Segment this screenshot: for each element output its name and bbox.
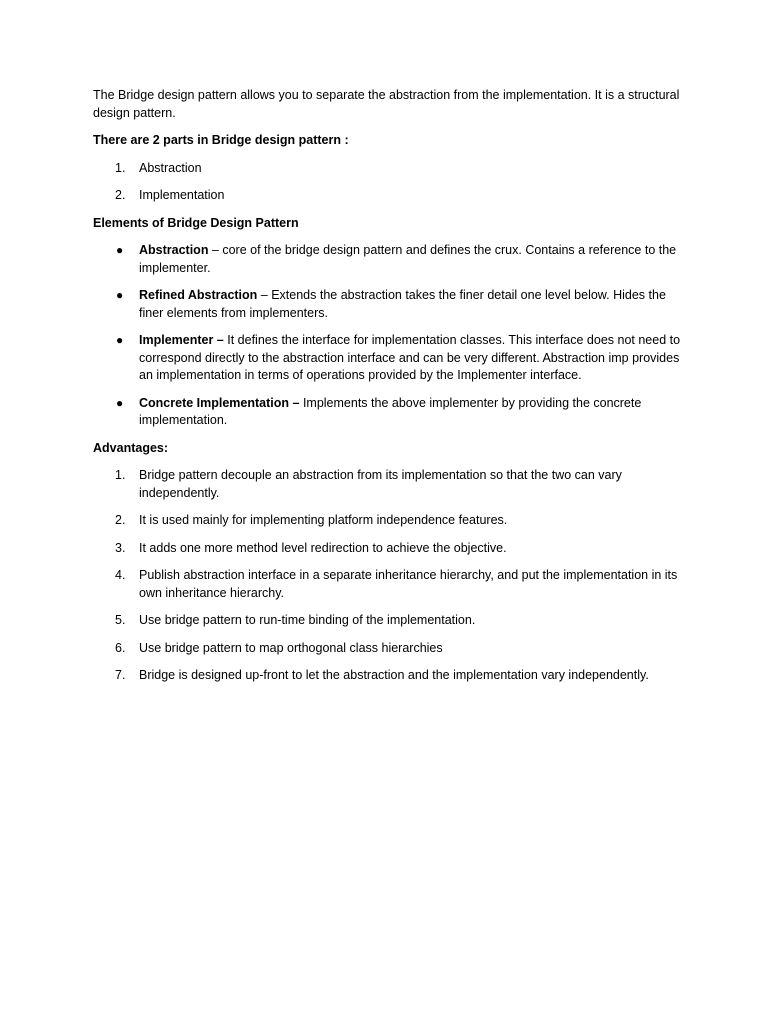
- list-item: [93, 667, 683, 685]
- list-number: 2.: [115, 513, 126, 527]
- list-item: [93, 540, 683, 558]
- bullet-icon: ●: [116, 243, 124, 257]
- list-number: 6.: [115, 640, 126, 655]
- element-description: Extends the abstraction takes the finer detail one level below. Hides the finer elements from implementers.: [139, 288, 666, 320]
- intro-paragraph: The Bridge design pattern allows you to separate the abstraction from the implementation. It is a structural design pattern.: [93, 88, 680, 120]
- document-page: [93, 87, 683, 695]
- list-number: 7.: [115, 668, 126, 682]
- list-number: 3.: [115, 540, 126, 555]
- list-item: [93, 467, 683, 502]
- bullet-icon: ●: [116, 333, 124, 347]
- list-item-text: It adds one more method level redirection to achieve the objective.: [139, 540, 507, 555]
- list-item: [93, 242, 683, 277]
- list-item: [93, 160, 683, 178]
- element-description: core of the bridge design pattern and defines the crux. Contains a reference to the implementer.: [139, 243, 677, 275]
- element-description: It defines the interface for implementation classes. This interface does not need to correspond directly to the abstraction interface and can be very different. Abstraction imp provides an implementation in terms of operations provided by the Implementer interface.: [139, 333, 681, 382]
- list-item-text: Use bridge pattern to map orthogonal class hierarchies: [139, 640, 443, 655]
- bullet-icon: ●: [116, 395, 124, 410]
- parts-heading: There are 2 parts in Bridge design pattern :: [93, 133, 349, 147]
- list-number: 1.: [115, 468, 126, 482]
- list-item-text: Abstraction: [139, 160, 202, 175]
- list-item-text: Implementation: [139, 188, 225, 202]
- list-number: 1.: [115, 160, 126, 175]
- elements-heading: Elements of Bridge Design Pattern: [93, 215, 299, 230]
- list-item: [93, 512, 683, 530]
- advantages-list: [93, 467, 683, 685]
- list-item: [93, 395, 683, 430]
- element-separator: –: [208, 243, 223, 257]
- list-item: [93, 187, 683, 205]
- element-description: Implements the above implementer by providing the concrete implementation.: [139, 395, 642, 427]
- element-term: Refined Abstraction: [139, 288, 258, 302]
- advantages-heading: [93, 440, 683, 458]
- element-term: Concrete Implementation –: [139, 395, 300, 410]
- list-item-text: Bridge pattern decouple an abstraction from its implementation so that the two can vary independently.: [139, 468, 622, 500]
- list-item-text: Use bridge pattern to run-time binding of the implementation.: [139, 613, 476, 627]
- list-item: [93, 287, 683, 322]
- list-number: 4.: [115, 568, 126, 582]
- advantages-heading-text: Advantages:: [93, 440, 169, 455]
- list-number: 2.: [115, 188, 126, 202]
- element-term: Implementer –: [139, 333, 224, 347]
- list-number: 5.: [115, 613, 126, 627]
- element-separator: –: [257, 288, 272, 302]
- element-term: Abstraction: [139, 243, 209, 257]
- list-item: [93, 640, 683, 658]
- parts-list: [93, 160, 683, 205]
- list-item: [93, 567, 683, 602]
- list-item-text: Publish abstraction interface in a separate inheritance hierarchy, and put the implementation in its own inheritance hierarchy.: [139, 568, 678, 600]
- elements-list: [93, 242, 683, 430]
- list-item: [93, 612, 683, 630]
- list-item-text: It is used mainly for implementing platform independence features.: [139, 513, 508, 527]
- list-item: [93, 332, 683, 385]
- bullet-icon: ●: [116, 288, 124, 302]
- list-item-text: Bridge is designed up-front to let the abstraction and the implementation vary independently.: [139, 668, 649, 682]
